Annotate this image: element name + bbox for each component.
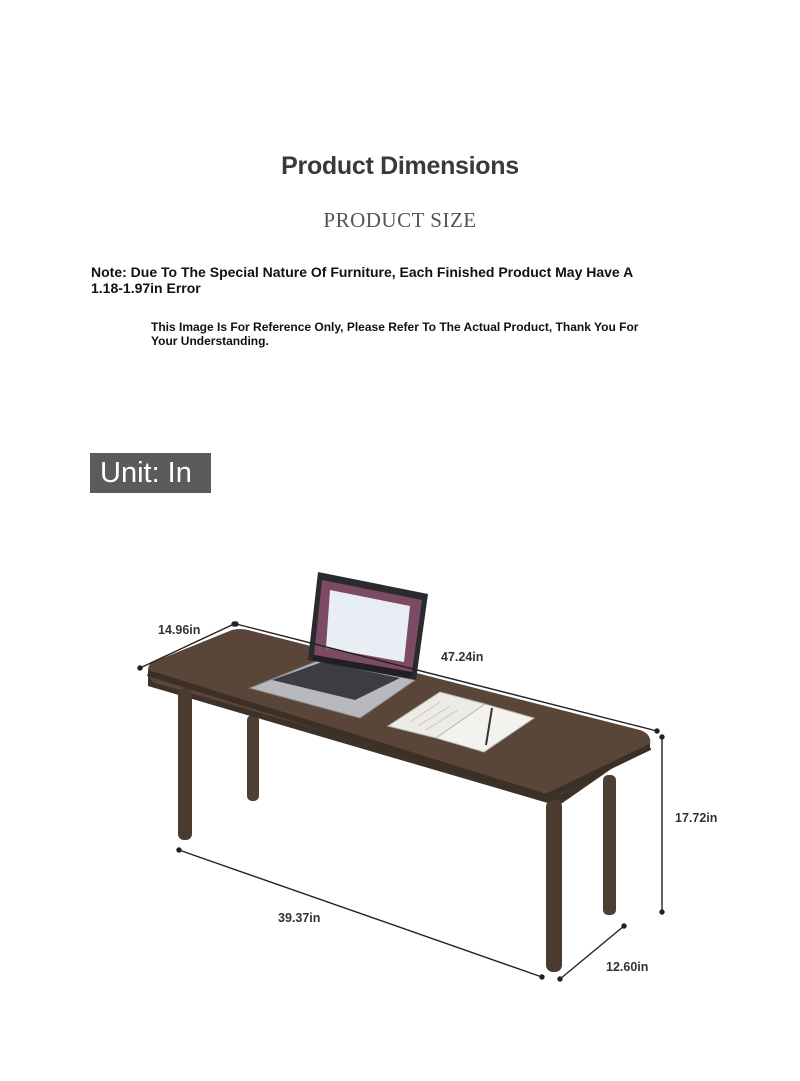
dim-line-length-bottom — [179, 850, 542, 977]
unit-badge: Unit: In — [90, 453, 211, 493]
dim-label-length-top: 47.24in — [441, 650, 484, 664]
dim-label-depth-bottom: 12.60in — [606, 960, 649, 974]
dim-label-length-bottom: 39.37in — [278, 911, 321, 925]
table-leg-front-left — [178, 688, 192, 840]
error-note: Note: Due To The Special Nature Of Furniture, Each Finished Product May Have A 1.18-1.97in Error — [91, 264, 633, 296]
page-subtitle: PRODUCT SIZE — [323, 208, 477, 232]
dim-label-height: 17.72in — [675, 811, 718, 825]
dim-label-depth-top: 14.96in — [158, 623, 201, 637]
table-leg-back-right — [603, 775, 616, 915]
table-leg-front-right — [546, 800, 562, 972]
table-leg-back-left — [247, 715, 259, 801]
page-title: Product Dimensions — [281, 152, 519, 180]
reference-note: This Image Is For Reference Only, Please Refer To The Actual Product, Thank You For Your Understanding. — [151, 320, 639, 348]
